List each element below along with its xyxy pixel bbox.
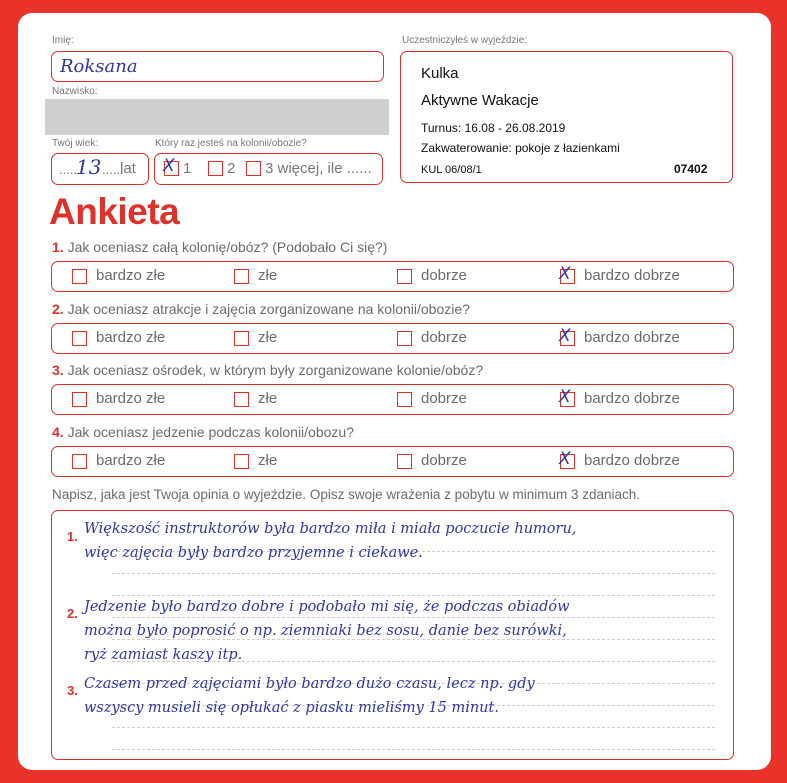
option-checkbox[interactable] [234,269,249,284]
answer-2-line-1: Jedzenie było bardzo dobre i podobało mi się, że podczas obiadów [84,599,570,615]
question-text: Jak oceniasz atrakcje i zajęcia zorganizowane na kolonii/obozie? [67,301,470,317]
question-4-options [51,446,734,477]
times-field: X 1 2 3 więcej, ile ...... [154,153,383,185]
option-checkbox[interactable] [72,454,87,469]
option-checkbox[interactable] [559,449,575,469]
option-label: złe [258,267,278,284]
accommodation-label: Zakwaterowanie: [421,141,512,155]
surname-redaction [45,99,389,135]
question-text: Jak oceniasz całą kolonię/obóz? (Podobało Ci się?) [67,239,388,255]
option-label: dobrze [421,267,467,284]
option-checkbox[interactable] [397,331,412,346]
question-3 [52,362,483,378]
option-label: złe [258,390,278,407]
times-checkbox-1[interactable] [163,156,179,176]
times-checkbox-3[interactable] [246,161,261,176]
turnus-label: Turnus: [421,121,462,135]
option-label: bardzo złe [96,267,166,284]
name-value: Roksana [60,56,138,77]
question-3-options [51,384,734,415]
option-checkbox[interactable] [559,387,575,407]
option-label: dobrze [421,390,467,407]
option-label: bardzo złe [96,452,166,469]
question-number: 4. [52,424,64,440]
question-4 [52,424,354,440]
times-label: Który raz jesteś na kolonii/obozie? [155,138,307,149]
option-checkbox[interactable] [559,264,575,284]
option-label: bardzo dobrze [584,329,680,346]
trip-name: Kulka [421,65,459,82]
turnus-value: 16.08 - 26.08.2019 [464,121,566,135]
option-label: bardzo dobrze [584,452,680,469]
answer-3-line-2: wszyscy musieli się opłukać z piasku mieliśmy 15 minut. [84,700,499,716]
surname-label: Nazwisko: [52,86,98,97]
option-label: bardzo dobrze [584,390,680,407]
answer-1-line-2: więc zajęcia były bardzo przyjemne i ciekawe. [84,545,423,561]
option-label: złe [258,329,278,346]
option-checkbox[interactable] [397,392,412,407]
option-checkbox[interactable] [234,392,249,407]
option-checkbox[interactable] [72,331,87,346]
check-mark: X [559,326,571,346]
age-label: Twój wiek: [52,138,99,149]
answer-1-line-1: Większość instruktorów była bardzo miła i miała poczucie humoru, [84,521,577,537]
trip-program: Aktywne Wakacje [421,92,539,109]
times-checkbox-2[interactable] [208,161,223,176]
option-label: bardzo złe [96,329,166,346]
option-label: dobrze [421,329,467,346]
answer-3-line-1: Czasem przed zajęciami było bardzo dużo czasu, lecz np. gdy [84,676,535,692]
answer-2-number: 2. [67,606,78,621]
opinion-box[interactable] [51,510,734,760]
option-label: bardzo złe [96,390,166,407]
check-mark: X [559,387,571,407]
age-field[interactable]: ...... 13 ...... lat [51,153,149,185]
question-1 [52,239,387,255]
answer-2-line-3: ryż zamiast kaszy itp. [84,647,243,663]
option-checkbox[interactable] [72,269,87,284]
question-number: 2. [52,301,64,317]
participant-label: Uczestniczyłeś w wyjeździe: [402,35,528,46]
answer-3-number: 3. [67,683,78,698]
survey-sheet [18,13,771,770]
trip-info-box [400,51,733,183]
age-value: 13 [76,155,102,179]
name-field[interactable] [51,51,384,82]
option-checkbox[interactable] [234,454,249,469]
trip-number: 07402 [674,162,708,176]
option-checkbox[interactable] [72,392,87,407]
opinion-prompt: Napisz, jaka jest Twoja opinia o wyjeździe. Opisz swoje wrażenia z pobytu w minimum 3 zdaniach. [52,487,641,502]
name-label: Imię: [52,35,74,46]
question-2-options [51,323,734,354]
option-checkbox[interactable] [234,331,249,346]
question-1-options [51,261,734,292]
check-mark: X [559,449,571,469]
answer-1-number: 1. [67,529,78,544]
question-text: Jak oceniasz ośrodek, w którym były zorganizowane kolonie/obóz? [67,362,484,378]
answer-2-line-2: można było poprosić o np. ziemniaki bez sosu, danie bez surówki, [84,623,567,639]
question-number: 3. [52,362,64,378]
question-number: 1. [52,239,64,255]
option-label: bardzo dobrze [584,267,680,284]
option-checkbox[interactable] [559,326,575,346]
check-mark: X [559,264,571,284]
option-label: złe [258,452,278,469]
question-text: Jak oceniasz jedzenie podczas kolonii/obozu? [67,424,354,440]
option-label: dobrze [421,452,467,469]
trip-code: KUL 06/08/1 [421,164,482,176]
option-checkbox[interactable] [397,269,412,284]
question-2 [52,301,470,317]
age-unit: lat [120,160,136,177]
option-checkbox[interactable] [397,454,412,469]
accommodation-value: pokoje z łazienkami [515,141,620,155]
survey-title: Ankieta [49,191,180,232]
check-mark: X [163,156,175,176]
